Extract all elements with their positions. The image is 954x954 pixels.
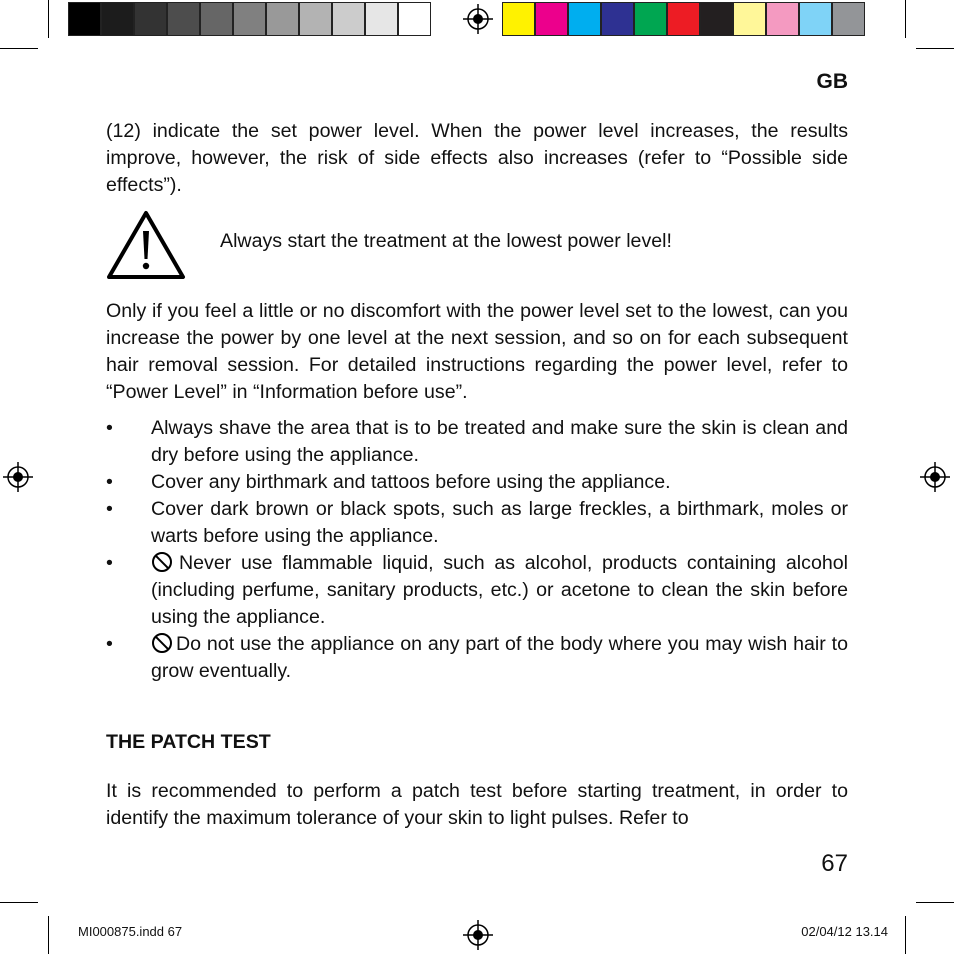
bullet-symbol: • <box>106 498 113 520</box>
crop-mark <box>905 916 906 954</box>
registration-mark-icon <box>463 4 493 34</box>
patch-test-paragraph: It is recommended to perform a patch test before starting treatment, in order to identify the maximum tolerance of your skin to light pulses. Refer to <box>106 780 848 829</box>
bullet-symbol: • <box>106 471 113 493</box>
list-item-text: Cover dark brown or black spots, such as large freckles, a birthmark, moles or warts before using the appliance. <box>151 498 848 547</box>
color-swatch <box>332 2 365 36</box>
color-swatch <box>634 2 667 36</box>
color-swatch <box>266 2 299 36</box>
registration-mark-icon <box>3 462 33 492</box>
list-item-text: Do not use the appliance on any part of the body where you may wish hair to grow eventually. <box>151 633 848 682</box>
color-swatch <box>700 2 733 36</box>
color-swatch <box>799 2 832 36</box>
crop-mark <box>0 48 38 49</box>
color-swatch <box>200 2 233 36</box>
color-swatch <box>502 2 535 36</box>
color-swatch <box>101 2 134 36</box>
list-item-text: Never use flammable liquid, such as alcohol, products containing alcohol (including perfume, sanitary products, etc.) or acetone to clean the skin before using the appliance. <box>151 552 848 628</box>
crop-mark <box>905 0 906 38</box>
color-swatch <box>365 2 398 36</box>
color-swatch <box>134 2 167 36</box>
warning-triangle-icon <box>106 209 186 281</box>
precaution-list <box>106 415 848 685</box>
list-item <box>106 469 848 496</box>
color-swatch <box>68 2 101 36</box>
registration-mark-icon <box>463 920 493 950</box>
list-item-text: Cover any birthmark and tattoos before using the appliance. <box>151 471 671 493</box>
crop-mark <box>0 902 38 903</box>
grayscale-color-bar <box>68 2 431 36</box>
bullet-symbol: • <box>106 552 113 574</box>
color-swatch <box>766 2 799 36</box>
power-level-paragraph: Only if you feel a little or no discomfort with the power level set to the lowest, can you increase the power by one level at the next session, and so on for each subsequent hair removal session. For detailed instructions regarding the power level, refer to “Power Level” in “Information before use”. <box>106 300 848 403</box>
color-swatch <box>601 2 634 36</box>
prohibited-icon <box>151 632 173 654</box>
list-item <box>106 631 848 685</box>
color-swatch <box>667 2 700 36</box>
color-swatch <box>167 2 200 36</box>
color-swatch <box>233 2 266 36</box>
prohibited-icon <box>151 551 173 573</box>
crop-mark <box>48 0 49 38</box>
footer-file-info: MI000875.indd 67 <box>78 924 183 939</box>
language-label: GB <box>816 70 848 93</box>
warning-text: Always start the treatment at the lowest power level! <box>220 229 672 252</box>
color-swatch <box>568 2 601 36</box>
footer-date-info: 02/04/12 13.14 <box>801 924 888 939</box>
color-swatch <box>299 2 332 36</box>
crop-mark <box>48 916 49 954</box>
section-heading: THE PATCH TEST <box>106 731 271 753</box>
color-swatch <box>733 2 766 36</box>
page-content <box>106 118 848 832</box>
color-swatch <box>832 2 865 36</box>
bullet-symbol: • <box>106 417 113 439</box>
list-item-text: Always shave the area that is to be treated and make sure the skin is clean and dry before using the appliance. <box>151 417 848 466</box>
list-item <box>106 550 848 631</box>
intro-paragraph: (12) indicate the set power level. When the power level increases, the results improve, however, the risk of side effects also increases (refer to “Possible side effects”). <box>106 120 848 196</box>
color-swatch <box>535 2 568 36</box>
warning-block <box>106 209 848 281</box>
list-item <box>106 415 848 469</box>
color-swatch <box>398 2 431 36</box>
process-color-bar <box>502 2 865 36</box>
crop-mark <box>916 48 954 49</box>
registration-mark-icon <box>920 462 950 492</box>
list-item <box>106 496 848 550</box>
bullet-symbol: • <box>106 633 113 655</box>
page-number: 67 <box>821 850 848 877</box>
crop-mark <box>916 902 954 903</box>
